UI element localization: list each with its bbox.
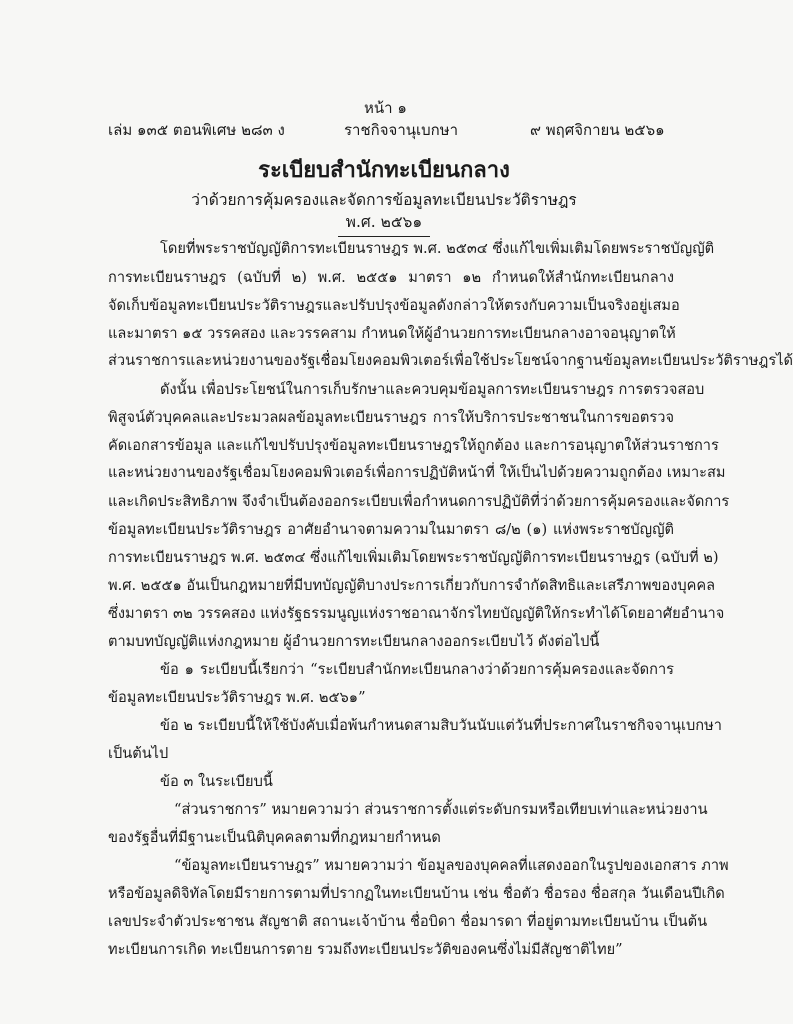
body-line: ซึ่งมาตรา ๓๒ วรรคสอง แห่งรัฐธรรมนูญแห่งราชอาณาจักรไทยบัญญัติให้กระทำได้โดยอาศัยอำนาจ <box>108 605 725 622</box>
body-line: พ.ศ. ๒๕๕๑ อันเป็นกฎหมายที่มีบทบัญญัติบางประการเกี่ยวกับการจำกัดสิทธิและเสรีภาพของบุคคล <box>108 577 716 594</box>
clause-1-line: ข้อ ๑ ระเบียบนี้เรียกว่า “ระเบียบสำนักทะเบียนกลางว่าด้วยการคุ้มครองและจัดการ <box>160 661 674 678</box>
body-line: พิสูจน์ตัวบุคคลและประมวลผลข้อมูลทะเบียนราษฎร การให้บริการประชาชนในการขอตรวจ <box>108 409 674 426</box>
body-line: และเกิดประสิทธิภาพ จึงจำเป็นต้องออกระเบียบเพื่อกำหนดการปฏิบัติที่ว่าด้วยการคุ้มครองและจัดการ <box>108 493 730 510</box>
body-line: ตามบทบัญญัติแห่งกฎหมาย ผู้อำนวยการทะเบียนกลางออกระเบียบไว้ ดังต่อไปนี้ <box>108 633 600 650</box>
document-subtitle: ว่าด้วยการคุ้มครองและจัดการข้อมูลทะเบียนประวัติราษฎร <box>191 191 577 209</box>
page-number: หน้า ๑ <box>364 99 407 117</box>
body-line: และหน่วยงานของรัฐเชื่อมโยงคอมพิวเตอร์เพื่อการปฏิบัติหน้าที่ ให้เป็นไปด้วยความถูกต้อง เหมาะสม <box>108 464 726 481</box>
clause-2-line: ข้อ ๒ ระเบียบนี้ให้ใช้บังคับเมื่อพ้นกำหนดสามสิบวันนับแต่วันที่ประกาศในราชกิจจานุเบกษา <box>160 717 722 734</box>
clause-3-line: ข้อ ๓ ในระเบียบนี้ <box>160 773 273 790</box>
body-line: ดังนั้น เพื่อประโยชน์ในการเก็บรักษาและควบคุมข้อมูลการทะเบียนราษฎร การตรวจสอบ <box>160 381 705 398</box>
body-line: ข้อมูลทะเบียนประวัติราษฎร อาศัยอำนาจตามความในมาตรา ๘/๒ (๑) แห่งพระราชบัญญัติ <box>108 521 674 538</box>
body-line: การทะเบียนราษฎร (ฉบับที่ ๒) พ.ศ. ๒๕๕๑ มาตรา ๑๒ กำหนดให้สำนักทะเบียนกลาง <box>108 269 674 286</box>
body-line: จัดเก็บข้อมูลทะเบียนประวัติราษฎรและปรับปรุงข้อมูลดังกล่าวให้ตรงกับความเป็นจริงอยู่เสมอ <box>108 297 680 314</box>
definition-line: “ส่วนราชการ” หมายความว่า ส่วนราชการตั้งแต่ระดับกรมหรือเทียบเท่าและหน่วยงาน <box>174 801 708 818</box>
body-line: และมาตรา ๑๕ วรรคสอง และวรรคสาม กำหนดให้ผู้อำนวยการทะเบียนกลางอาจอนุญาตให้ <box>108 325 676 342</box>
body-line: คัดเอกสารข้อมูล และแก้ไขปรับปรุงข้อมูลทะเบียนราษฎรให้ถูกต้อง และการอนุญาตให้ส่วนราชการ <box>108 437 719 454</box>
definition-line: หรือข้อมูลดิจิทัลโดยมีรายการตามที่ปรากฏในทะเบียนบ้าน เช่น ชื่อตัว ชื่อรอง ชื่อสกุล วันเดือนปีเกิด <box>108 885 725 902</box>
clause-1-line: ข้อมูลทะเบียนประวัติราษฎร พ.ศ. ๒๕๖๑” <box>108 689 366 706</box>
definition-line: เลขประจำตัวประชาชน สัญชาติ สถานะเจ้าบ้าน ชื่อบิดา ชื่อมารดา ที่อยู่ตามทะเบียนบ้าน เป็นต้น <box>108 913 708 930</box>
volume-issue: เล่ม ๑๓๕ ตอนพิเศษ ๒๘๓ ง <box>108 121 285 139</box>
gazette-name: ราชกิจจานุเบกษา <box>344 121 459 139</box>
publication-date: ๙ พฤศจิกายน ๒๕๖๑ <box>530 121 665 139</box>
definition-line: “ข้อมูลทะเบียนราษฎร” หมายความว่า ข้อมูลของบุคคลที่แสดงออกในรูปของเอกสาร ภาพ <box>174 857 729 874</box>
document-year: พ.ศ. ๒๕๖๑ <box>345 213 423 231</box>
definition-line: ของรัฐอื่นที่มีฐานะเป็นนิติบุคคลตามที่กฎหมายกำหนด <box>108 829 441 846</box>
title-divider <box>338 236 430 237</box>
clause-2-line: เป็นต้นไป <box>108 745 169 762</box>
definition-line: ทะเบียนการเกิด ทะเบียนการตาย รวมถึงทะเบียนประวัติของคนซึ่งไม่มีสัญชาติไทย” <box>108 941 623 958</box>
body-line: ส่วนราชการและหน่วยงานของรัฐเชื่อมโยงคอมพิวเตอร์เพื่อใช้ประโยชน์จากฐานข้อมูลทะเบียนประวัติราษฎรได้ <box>108 352 793 369</box>
body-line: โดยที่พระราชบัญญัติการทะเบียนราษฎร พ.ศ. ๒๕๓๔ ซึ่งแก้ไขเพิ่มเติมโดยพระราชบัญญัติ <box>160 240 715 257</box>
body-line: การทะเบียนราษฎร พ.ศ. ๒๕๓๔ ซึ่งแก้ไขเพิ่มเติมโดยพระราชบัญญัติการทะเบียนราษฎร (ฉบับที่ ๒) <box>108 549 719 566</box>
document-title: ระเบียบสำนักทะเบียนกลาง <box>258 157 510 183</box>
